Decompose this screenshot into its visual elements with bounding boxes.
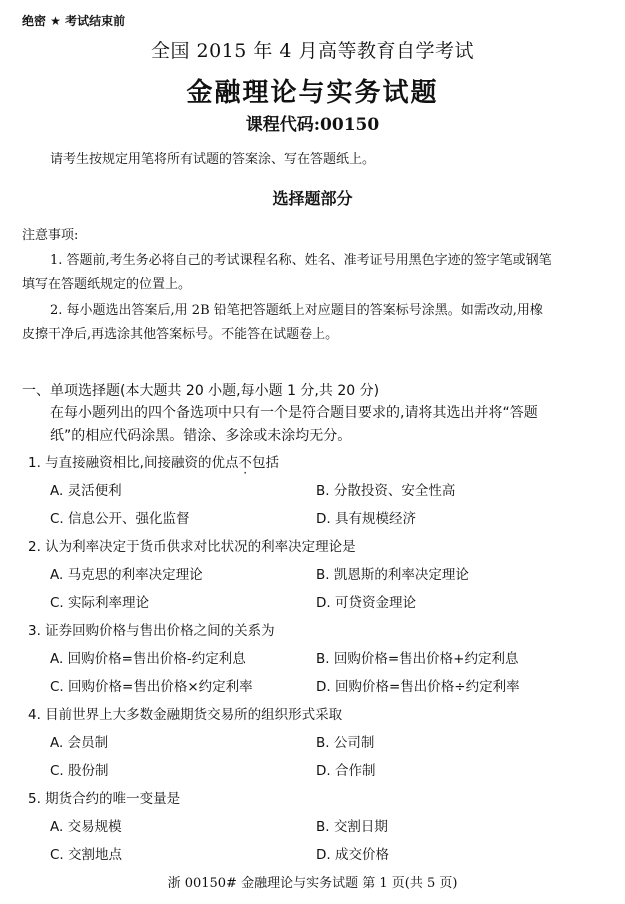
question-1-option-b: B. 分散投资、安全性高 xyxy=(316,483,456,499)
question-2-option-a: A. 马克思的利率决定理论 xyxy=(50,567,203,583)
question-1-stem-after: 包括 xyxy=(251,455,279,471)
paper-title: 金融理论与实务试题 xyxy=(186,78,439,108)
section-title: 选择题部分 xyxy=(272,189,353,208)
notes-heading: 注意事项: xyxy=(22,228,79,243)
course-code: 课程代码:00150 xyxy=(245,115,380,135)
question-3-option-a: A. 回购价格=售出价格-约定利息 xyxy=(50,651,246,667)
question-3-option-c: C. 回购价格=售出价格×约定利率 xyxy=(50,679,253,695)
question-5-option-c: C. 交割地点 xyxy=(50,847,123,863)
question-1-option-a: A. 灵活便利 xyxy=(50,483,122,499)
part-one-desc-line1: 在每小题列出的四个备选项中只有一个是符合题目要求的,请将其选出并将“答题 xyxy=(50,405,538,421)
question-4-option-c: C. 股份制 xyxy=(50,763,109,779)
question-1-option-d: D. 具有规模经济 xyxy=(316,511,416,527)
part-one-desc-line2: 纸”的相应代码涂黑。错涂、多涂或未涂均无分。 xyxy=(50,428,352,444)
question-2-stem: 2. 认为利率决定于货币供求对比状况的利率决定理论是 xyxy=(28,539,356,555)
question-1-option-c: C. 信息公开、强化监督 xyxy=(50,511,190,527)
question-1-stem-before: 1. 与直接融资相比,间接融资的优点 xyxy=(28,455,239,471)
question-5-option-d: D. 成交价格 xyxy=(316,847,389,863)
question-1-stem xyxy=(28,451,279,471)
question-2-option-d: D. 可贷资金理论 xyxy=(316,595,416,611)
question-2-option-b: B. 凯恩斯的利率决定理论 xyxy=(316,567,469,583)
part-one-heading: 一、单项选择题(本大题共 20 小题,每小题 1 分,共 20 分) xyxy=(22,383,380,399)
instruction-text: 请考生按规定用笔将所有试题的答案涂、写在答题纸上。 xyxy=(50,152,376,167)
secret-mark: 绝密 ★ 考试结束前 xyxy=(22,14,126,28)
question-5-stem: 5. 期货合约的唯一变量是 xyxy=(28,791,181,807)
notes-item2-line1: 2. 每小题选出答案后,用 2B 铅笔把答题纸上对应题目的答案标号涂黑。如需改动,用橡 xyxy=(50,303,543,318)
question-4-stem: 4. 目前世界上大多数金融期货交易所的组织形式采取 xyxy=(28,707,343,723)
question-4-option-b: B. 公司制 xyxy=(316,735,375,751)
exam-title: 全国 2015 年 4 月高等教育自学考试 xyxy=(150,40,475,62)
question-3-stem: 3. 证券回购价格与售出价格之间的关系为 xyxy=(28,623,275,639)
notes-item1-line1: 1. 答题前,考生务必将自己的考试课程名称、姓名、准考证号用黑色字迹的签字笔或钢笔 xyxy=(50,253,552,268)
page-footer: 浙 00150# 金融理论与实务试题 第 1 页(共 5 页) xyxy=(167,876,458,891)
question-3-option-b: B. 回购价格=售出价格+约定利息 xyxy=(316,651,519,667)
question-5-option-b: B. 交割日期 xyxy=(316,819,388,835)
question-3-option-d: D. 回购价格=售出价格÷约定利率 xyxy=(316,679,520,695)
question-2-option-c: C. 实际利率理论 xyxy=(50,595,150,611)
question-5-option-a: A. 交易规模 xyxy=(50,819,122,835)
question-4-option-a: A. 会员制 xyxy=(50,735,109,751)
question-4-option-d: D. 合作制 xyxy=(316,763,376,779)
notes-item1-line2: 填写在答题纸规定的位置上。 xyxy=(22,277,192,292)
notes-item2-line2: 皮擦干净后,再选涂其他答案标号。不能答在试题卷上。 xyxy=(22,327,339,342)
question-1-emphasis: 不 xyxy=(238,455,252,471)
